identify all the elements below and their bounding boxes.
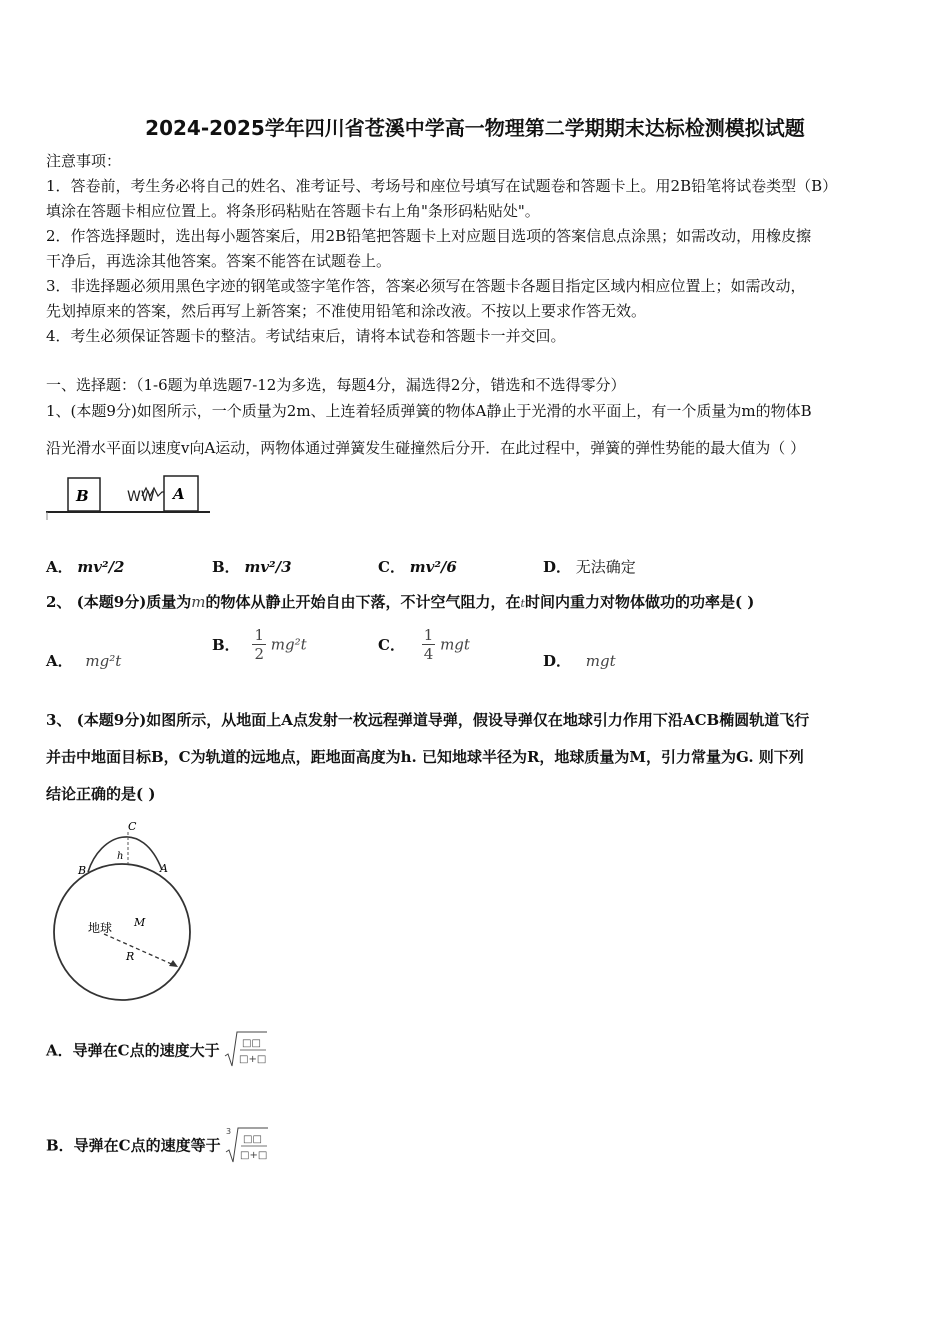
notice-line: 先划掉原来的答案，然后再写上新答案；不准使用铅笔和涂改液。不按以上要求作答无效。 [46, 302, 647, 320]
q2-option-a[interactable]: A． mg²t [46, 652, 122, 670]
cube-root-expression [225, 1124, 269, 1166]
notice-line: 3．非选择题必须用黑色字迹的钢笔或签字笔作答，答案必须写在答题卡各题目指定区域内相应位置上；如需改动， [46, 277, 806, 295]
q2-text: 2、 (本题9分)质量为m的物体从静止开始自由下落，不计空气阻力，在t时间内重力对物体做功的功率是( ) [46, 593, 755, 611]
notice-line: 填涂在答题卡相应位置上。将条形码粘贴在答题卡右上角"条形码粘贴处"。 [46, 202, 540, 220]
q3-text-line1: 3、 (本题9分)如图所示，从地面上A点发射一枚远程弹道导弹，假设导弹仅在地球引力作用下沿ACB椭圆轨道飞行 [46, 711, 810, 729]
q1-option-a[interactable]: A． mv²/2 [46, 558, 125, 576]
notice-line: 1．答卷前，考生务必将自己的姓名、准考证号、考场号和座位号填写在试题卷和答题卡上。用2B铅笔将试卷类型（B） [46, 177, 838, 195]
q1-figure [44, 474, 214, 524]
block-b-label: B [76, 487, 89, 505]
q2-option-d[interactable]: D． mgt [543, 652, 616, 670]
svg-text:□□: □□ [242, 1038, 262, 1049]
q2-option-c[interactable]: C． $\frac{1}{4}$ mgt [378, 626, 470, 663]
notice-line: 4．考生必须保证答题卡的整洁。考试结束后，请将本试卷和答题卡一并交回。 [46, 327, 566, 345]
q3-text-line3: 结论正确的是( ) [46, 785, 156, 803]
page-title: 2024-2025学年四川省苍溪中学高一物理第二学期期末达标检测模拟试题 [145, 116, 805, 140]
q1-option-c[interactable]: C． mv²/6 [378, 558, 457, 576]
q3-text-line2: 并击中地面目标B，C为轨道的远地点，距地面高度为h. 已知地球半径为R，地球质量为M，引力常量为G. 则下列 [46, 748, 804, 766]
point-b-label: B [78, 864, 87, 877]
q1-option-d[interactable]: D． 无法确定 [543, 558, 636, 576]
earth-label: 地球 [88, 921, 113, 935]
svg-text:3: 3 [226, 1127, 232, 1136]
q1-text-line2: 沿光滑水平面以速度v向A运动，两物体通过弹簧发生碰撞然后分开．在此过程中，弹簧的弹性势能的最大值为（ ） [46, 439, 806, 457]
mass-m-label: M [134, 916, 146, 929]
section-heading: 一、选择题：（1-6题为单选题7-12为多选，每题4分，漏选得2分，错选和不选得零分） [46, 376, 626, 394]
radius-r-label: R [126, 950, 135, 963]
q1-option-b[interactable]: B． mv²/3 [212, 558, 292, 576]
sqrt-expression [224, 1030, 268, 1070]
q3-option-b[interactable]: B．导弹在C点的速度等于 3 □□ □+□ [46, 1124, 269, 1166]
point-c-label: C [128, 820, 137, 833]
block-a-label: A [173, 485, 185, 503]
notice-line: 干净后，再选涂其他答案。答案不能答在试题卷上。 [46, 252, 392, 270]
notice-heading: 注意事项： [46, 152, 122, 170]
q2-option-b[interactable]: B． $\frac{1}{2}$ mg²t [212, 626, 307, 663]
svg-text:□+□: □+□ [239, 1054, 267, 1065]
point-a-label: A [160, 862, 168, 875]
q3-orbit-figure [44, 814, 204, 1004]
svg-text:□□: □□ [243, 1134, 263, 1145]
spring-label: WW [127, 489, 155, 505]
q1-text-line1: 1、(本题9分)如图所示，一个质量为2m、上连着轻质弹簧的物体A静止于光滑的水平面上，有一个质量为m的物体B [46, 402, 812, 420]
q3-option-a[interactable]: A．导弹在C点的速度大于 □□ □+□ [46, 1030, 268, 1070]
height-h-label: h [117, 851, 124, 862]
notice-line: 2．作答选择题时，选出每小题答案后，用2B铅笔把答题卡上对应题目选项的答案信息点涂黑；如需改动，用橡皮擦 [46, 227, 812, 245]
svg-text:□+□: □+□ [240, 1150, 268, 1161]
